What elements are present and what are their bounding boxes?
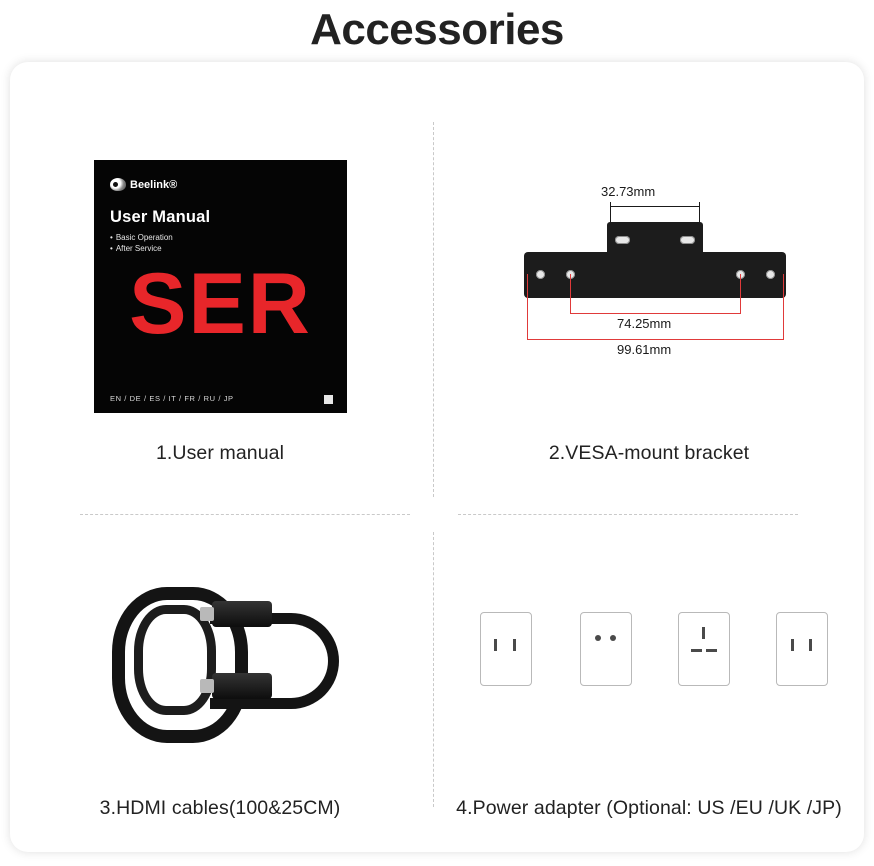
bracket-hole-1 [536,270,545,279]
page-title: Accessories [310,5,564,54]
manual-corner-square-icon [324,395,333,404]
divider-horizontal-left [80,514,410,515]
manual-bullet-1: • Basic Operation [110,232,173,243]
bracket-bar [524,252,786,298]
plug-uk-pin-left [691,649,702,652]
plug-eu-pin-right [610,635,616,641]
manual-bullets [110,232,173,254]
dimension-line-mid [570,313,741,314]
item-user-manual [10,132,430,512]
user-manual-cover-image [94,160,347,413]
plug-eu [580,612,632,686]
dimension-label-middle: 74.25mm [617,316,672,331]
hdmi-long-cable-inner-loop [134,605,216,715]
manual-title: User Manual [110,208,211,226]
dimension-leader-mid-right [740,274,741,314]
plug-uk-pin-right [706,649,717,652]
beelink-brand-text: Beelink® [130,178,178,191]
hdmi-connector-bottom [212,673,272,699]
plug-jp [776,612,828,686]
plug-us-pin-right [513,639,516,651]
plug-eu-pin-left [595,635,601,641]
caption-power-adapter: 4.Power adapter (Optional: US /EU /UK /JP) [456,797,842,819]
caption-hdmi-cables: 3.HDMI cables(100&25CM) [99,797,341,819]
accessories-card [10,62,864,852]
plug-us [480,612,532,686]
item-vesa-bracket [434,132,864,512]
dimension-label-top: 32.73mm [601,184,656,199]
plug-jp-pin-left [791,639,794,651]
dimension-leader-mid-left [570,274,571,314]
beelink-logo [110,178,177,191]
plug-jp-pin-right [809,639,812,651]
divider-horizontal-right [458,514,798,515]
dimension-line-bottom [527,339,784,340]
caption-vesa-bracket: 2.VESA-mount bracket [548,442,750,464]
power-adapter-plugs-image [460,612,840,722]
bracket-slot-left [615,236,630,244]
caption-user-manual: 1.User manual [155,442,285,464]
bracket-slot-right [680,236,695,244]
bracket-hole-4 [766,270,775,279]
hdmi-cables-image [90,577,360,737]
manual-bullet-2: • After Service [110,243,173,254]
accessories-grid [10,62,864,852]
plug-uk [678,612,730,686]
beelink-mark-icon [110,178,126,191]
dimension-line-top [610,206,700,207]
manual-model-text: SER [129,256,312,352]
dimension-leader-bottom-right [783,274,784,340]
hdmi-connector-top [212,601,272,627]
item-hdmi-cables [10,532,430,852]
item-power-adapter [434,532,864,852]
manual-languages: EN / DE / ES / IT / FR / RU / JP [110,394,234,403]
plug-us-pin-left [494,639,497,651]
plug-uk-pin-top [702,627,705,639]
dimension-leader-bottom-left [527,274,528,340]
dimension-label-bottom: 99.61mm [617,342,672,357]
vesa-bracket-image [494,184,814,392]
